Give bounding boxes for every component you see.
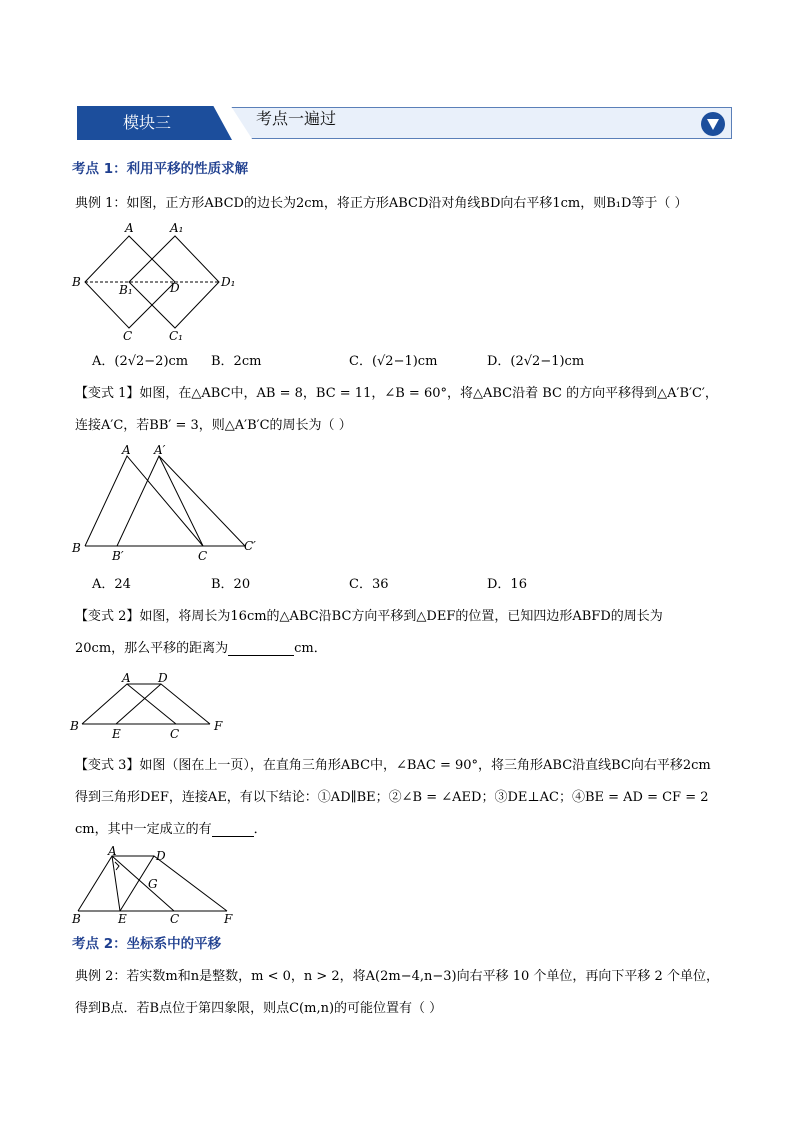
example-1-stem: 典例 1：如图，正方形ABCD的边长为2cm，将正方形ABCD沿对角线BD向右平移1cm，则B₁D等于（ ） — [75, 196, 688, 211]
variant-1-line-2: 连接A′C，若BB′ = 3，则△A′B′C的周长为（ ） — [75, 418, 352, 433]
option-1b: B．2cm — [211, 354, 262, 369]
label-C-prime: C′ — [244, 539, 256, 553]
option-2c: C．36 — [349, 577, 389, 592]
label-B1: B₁ — [119, 283, 133, 297]
label-C: C — [123, 329, 133, 343]
label-A: A — [122, 671, 131, 685]
option-1a: A．(2√2−2)cm — [92, 354, 189, 369]
label-C: C — [198, 549, 208, 563]
option-2a: A．24 — [92, 577, 131, 592]
option-1c: C．(√2−1)cm — [349, 354, 438, 369]
label-E: E — [118, 912, 127, 925]
answer-blank[interactable] — [212, 822, 254, 837]
variant-1-line-1: 【变式 1】如图，在△ABC中，AB = 8，BC = 11，∠B = 60°，将△ABC沿着 BC 的方向平移得到△A′B′C′， — [75, 386, 718, 401]
option-2d: D．16 — [487, 577, 527, 592]
variant-3-line-3: cm，其中一定成立的有 ． — [75, 822, 267, 837]
figure-right-triangles — [68, 843, 248, 925]
answer-blank[interactable] — [228, 641, 294, 656]
example-2-line-1: 典例 2：若实数m和n是整数，m < 0，n > 2，将A(2m−4,n−3)向右平移 10 个单位，再向下平移 2 个单位， — [75, 969, 719, 984]
variant-2-line-2: 20cm，那么平移的距离为 cm． — [75, 641, 327, 656]
label-A1: A₁ — [170, 221, 184, 235]
label-C: C — [170, 912, 180, 925]
label-B: B — [72, 912, 81, 925]
label-A: A — [108, 844, 117, 858]
option-2b: B．20 — [211, 577, 251, 592]
label-B-prime: B′ — [112, 549, 124, 563]
figure-triangles — [68, 440, 268, 568]
example-2-line-2: 得到B点．若B点位于第四象限，则点C(m,n)的可能位置有（ ） — [75, 1001, 443, 1016]
variant-2-line-1: 【变式 2】如图，将周长为16cm的△ABC沿BC方向平移到△DEF的位置，已知四边形ABFD的周长为 — [75, 609, 663, 624]
label-F: F — [224, 912, 233, 925]
label-B: B — [72, 541, 81, 555]
banner-title: 考点一遍过 — [256, 109, 337, 128]
label-F: F — [214, 719, 223, 733]
label-B: B — [70, 719, 79, 733]
label-E: E — [112, 727, 121, 741]
variant-3-line-2: 得到三角形DEF，连接AE，有以下结论：①AD∥BE；②∠B = ∠AED；③DE⊥AC；④BE = AD = CF = 2 — [75, 790, 709, 805]
label-B: B — [72, 275, 81, 289]
label-C: C — [170, 727, 180, 741]
variant-3-line-1: 【变式 3】如图（图在上一页），在直角三角形ABC中，∠BAC = 90°，将三角形ABC沿直线BC向右平移2cm — [75, 758, 711, 773]
label-A-prime: A′ — [154, 443, 166, 457]
module-label: 模块三 — [122, 113, 171, 132]
section-heading-2: 考点 2：坐标系中的平移 — [72, 936, 222, 952]
label-D1: D₁ — [221, 275, 236, 289]
section-heading-1: 考点 1：利用平移的性质求解 — [72, 161, 249, 177]
label-C1: C₁ — [169, 329, 183, 343]
label-D: D — [158, 671, 168, 685]
triangle-down-icon — [700, 111, 726, 137]
label-A: A — [125, 221, 134, 235]
label-A: A — [122, 443, 131, 457]
label-D: D — [170, 281, 180, 295]
figure-trapezoid — [68, 668, 238, 744]
label-D: D — [156, 849, 166, 863]
figure-squares — [70, 218, 240, 346]
option-1d: D．(2√2−1)cm — [487, 354, 585, 369]
label-G: G — [148, 877, 158, 891]
